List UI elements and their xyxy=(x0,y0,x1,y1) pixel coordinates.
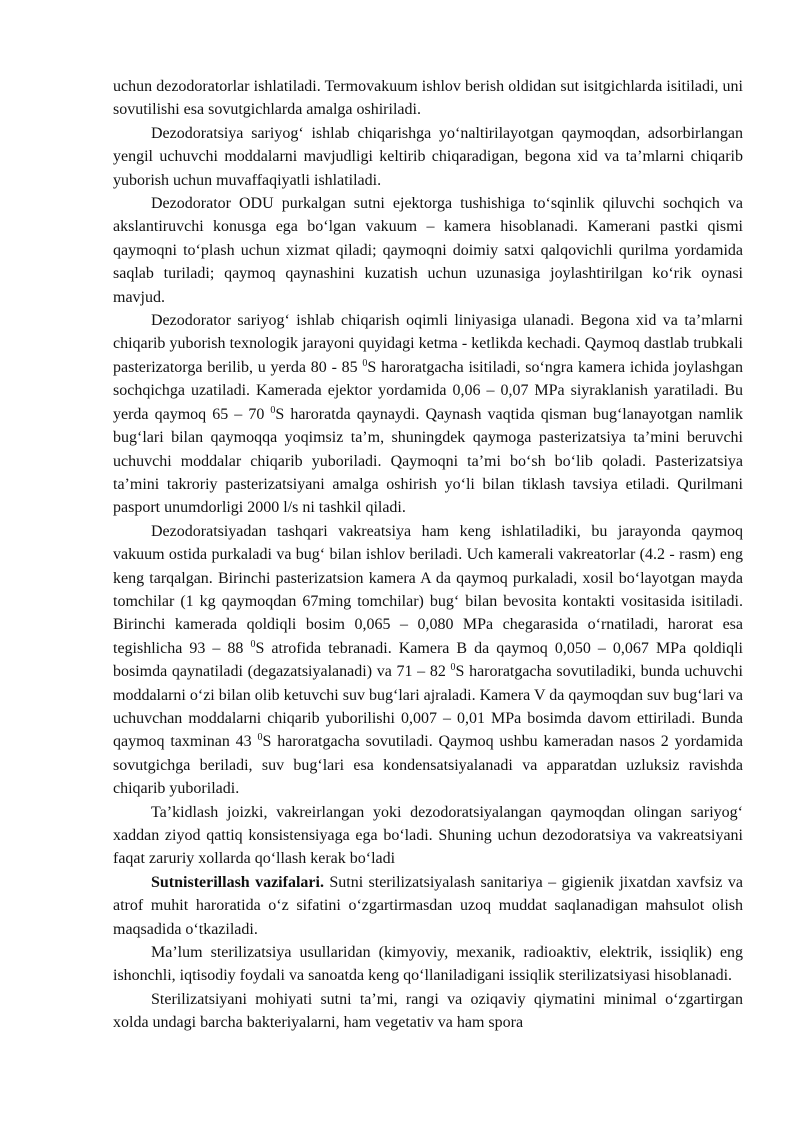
text-segment: Dezodoratsiya sariyog‘ ishlab chiqarishga yo‘naltirilayotgan qaymoqdan, adsorbirlangan yengil uchuvchi moddalarni mavjudligi keltirib chiqaradigan, begona xid va ta’mlarni chiqarib yuborish uchun muvaffaqiyatli ishlatiladi. xyxy=(113,124,743,189)
degree-superscript: 0 xyxy=(270,404,276,416)
text-segment: Sutni sterilizatsiyalash sanitariya – gigienik jixatdan xavfsiz va atrof muhit haroratida o‘z sifatini o‘zgartirmasdan uzoq muddat saqlanadigan mahsulot olish maqsadida o‘tkaziladi. xyxy=(113,873,743,938)
paragraph-7 xyxy=(113,871,743,941)
text-segment: Ta’kidlash joizki, vakreirlangan yoki dezodoratsiyalangan qaymoqdan olingan sariyog‘ xaddan ziyod qattiq konsistensiyaga ega bo‘ladi. Shuning uchun dezodoratsiya va vakreatsiyani faqat zaruriy xollarda qo‘llash kerak bo‘ladi xyxy=(113,803,743,868)
text-segment: Dezodoratsiyadan tashqari vakreatsiya ham keng ishlatiladiki, bu jarayonda qaymoq vakuum ostida purkaladi va bug‘ bilan ishlov beriladi. Uch kamerali vakreatorlar (4.2 - rasm) eng keng tarqalgan. Birinchi pasterizatsion kamera A da qaymoq purkaladi, xosil bo‘layotgan mayda tomchilar (1 kg qaymoqdan 67ming tomchilar) bug‘ bilan bevosita kontakti vositasida isitiladi. Birinchi kamerada qoldiqli bosim 0,065 – 0,080 MPa chegarasida o‘rnatiladi, harorat esa tegishlicha 93 – 88 xyxy=(113,522,743,657)
paragraph-1 xyxy=(113,75,743,122)
text-segment: Sterilizatsiyani mohiyati sutni ta’mi, rangi va oziqaviy qiymatini minimal o‘zgartirgan xolda undagi barcha bakteriyalarni, ham vegetativ va ham spora xyxy=(113,990,743,1032)
paragraph-2 xyxy=(113,122,743,192)
degree-superscript: 0 xyxy=(250,638,256,650)
text-segment: S haroratgacha isitiladi, so‘ngra kamera ichida joylashgan sochqichga uzatiladi. Kamerada ejektor yordamida 0,06 – 0,07 MPa siyraklanish yaratiladi. Bu yerda qaymoq 65 – 70 xyxy=(113,358,743,423)
text-segment: S atrofida tebranadi. Kamera B da qaymoq 0,050 – 0,067 MPa qoldiqli bosimda qaynatiladi (degazatsiyalanadi) va 71 – 82 xyxy=(113,639,744,681)
document-page xyxy=(113,75,743,1035)
text-segment: Ma’lum sterilizatsiya usullaridan (kimyoviy, mexanik, radioaktiv, elektrik, issiqlik) eng ishonchli, iqtisodiy foydali va sanoatda keng qo‘llaniladigani issiqlik sterilizatsiyasi hisoblanadi. xyxy=(113,944,743,985)
paragraph-9 xyxy=(113,988,743,1035)
degree-superscript: 0 xyxy=(450,662,456,674)
text-segment: Dezodorator sariyog‘ ishlab chiqarish oqimli liniyasiga ulanadi. Begona xid va ta’mlarni chiqarib yuborish texnologik jarayoni quyidagi ketma - ketlikda kechadi. Qaymoq dastlab trubkali pasterizatorga berilib, u yerda 80 - 85 xyxy=(113,312,743,376)
text-segment: S haroratgacha sovutiladiki, bunda uchuvchi moddalarni o‘zi bilan olib ketuvchi suv bug‘lari ajraladi. Kamera V da qaymoqdan suv bug‘lari va uchuvchan moddalarni chiqarib yuborilishi 0,007 – 0,01 MPa bosimda davom ettiriladi. Bunda qaymoq taxminan 43 xyxy=(113,663,744,751)
text-segment: Dezodorator ODU purkalgan sutni ejektorga tushishiga to‘sqinlik qiluvchi sochqich va akslantiruvchi konusga ega bo‘lgan vakuum – kamera hisoblanadi. Kamerani pastki qismi qaymoqni to‘plash uchun xizmat qiladi; qaymoqni doimiy satxi qalqovichli qurilma yordamida saqlab turiladi; qaymoq qaynashini kuzatish uchun uzunasiga joylashtirilgan ko‘rik oynasi mavjud. xyxy=(113,195,743,306)
degree-superscript: 0 xyxy=(362,357,368,369)
degree-superscript: 0 xyxy=(257,732,263,744)
text-segment: S haroratgacha sovutiladi. Qaymoq ushbu kameradan nasos 2 yordamida sovutgichga beriladi, suv bug‘lari esa kondensatsiyalanadi va apparatdan uzluksiz ravishda chiqarib yuboriladi. xyxy=(113,733,743,798)
text-segment: uchun dezodoratorlar ishlatiladi. Termovakuum ishlov berish oldidan sut isitgichlarda isitiladi, uni sovutilishi esa sovutgichlarda amalga oshiriladi. xyxy=(113,78,743,119)
paragraph-6 xyxy=(113,801,743,871)
paragraph-3 xyxy=(113,192,743,309)
text-segment: S haroratda qaynaydi. Qaynash vaqtida qisman bug‘lanayotgan namlik bug‘lari bilan qaymoqqa yoqimsiz ta’m, shuningdek qaymoga pasterizatsiya ta’mini beruvchi uchuvchi moddalar chiqarib yuboriladi. Qaymoqni ta’mi bo‘sh bo‘lib qoladi. Pasterizatsiya ta’mini takroriy pasterizatsiyani amalga oshirish yo‘li bilan tiklash tavsiya etiladi. Qurilmani pasport unumdorligi 2000 l/s ni tashkil qiladi. xyxy=(113,405,743,517)
section-heading: Sutnisterillash vazifalari. xyxy=(151,873,324,891)
paragraph-4 xyxy=(113,309,743,520)
paragraph-5 xyxy=(113,520,743,801)
paragraph-8 xyxy=(113,941,743,988)
